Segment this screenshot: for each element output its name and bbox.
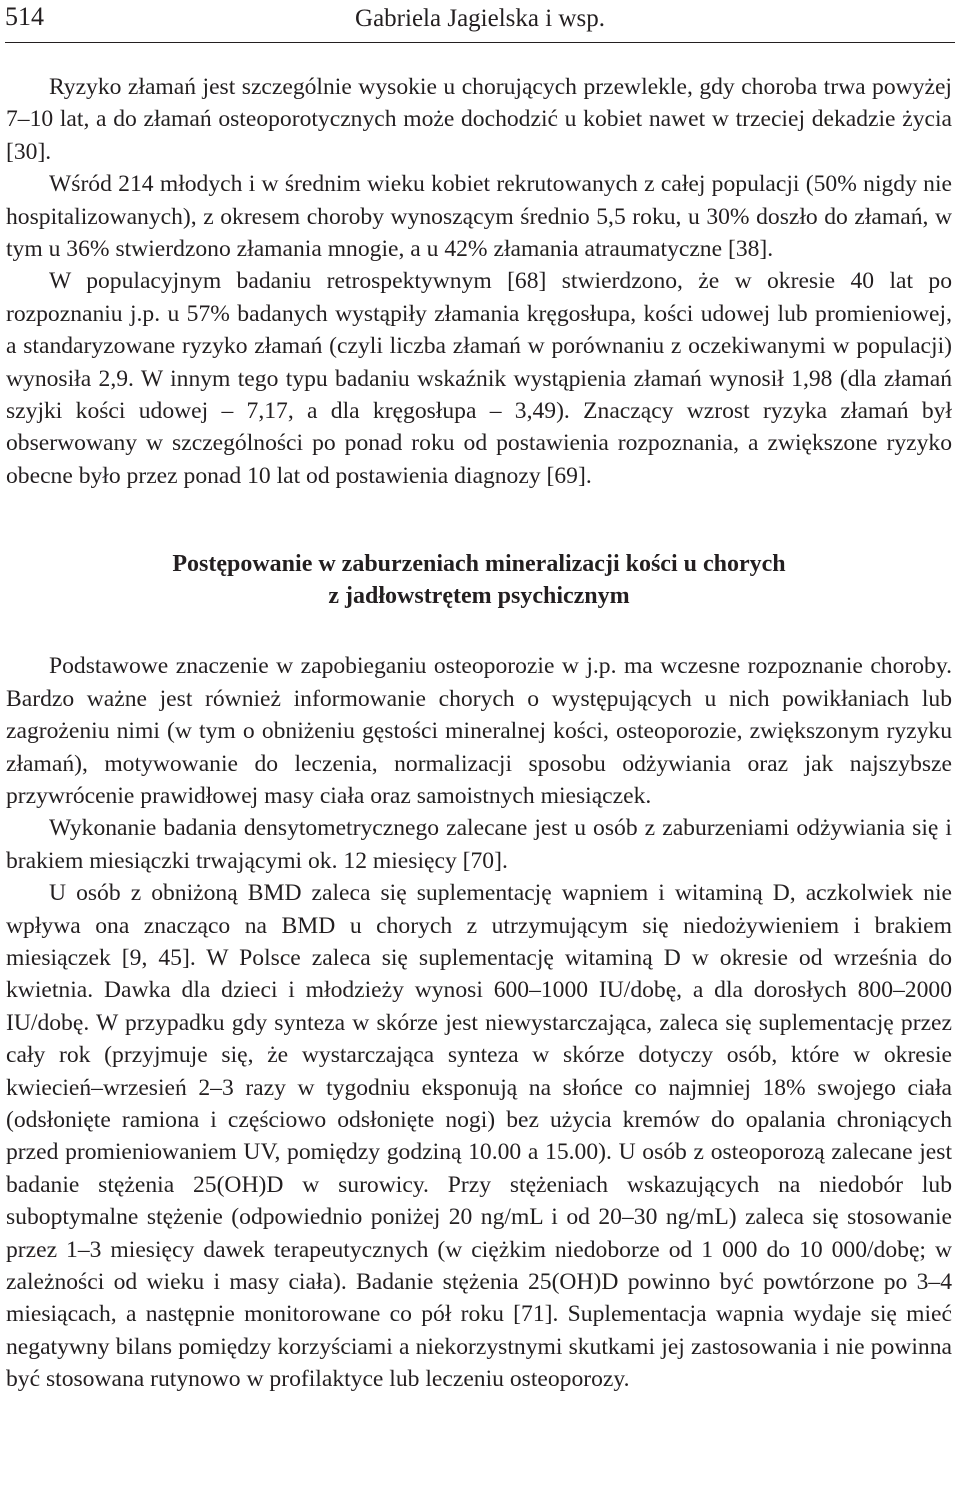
paragraph: Podstawowe znaczenie w zapobieganiu osteoporozie w j.p. ma wczesne rozpoznanie choroby. Bardzo ważne jest również informowanie chorych o występujących u nich powikłaniach lub zagrożeniu nimi (w tym o obniżeniu gęstości mineralnej kości, osteoporozie, zwiększonym ryzyku złamań), motywowanie do leczenia, normalizacji sposobu odżywiania oraz jak najszybsze przywrócenie prawidłowej masy ciała oraz samoistnych miesiączek. bbox=[6, 653, 952, 809]
section-fracture-risk bbox=[6, 71, 952, 492]
page-body bbox=[6, 71, 952, 1396]
running-head: Gabriela Jagielska i wsp. bbox=[355, 5, 605, 32]
section-heading-line-2: z jadłowstrętem psychicznym bbox=[328, 583, 630, 610]
section-heading bbox=[6, 548, 952, 612]
paragraph: Wśród 214 młodych i w średnim wieku kobiet rekrutowanych z całej populacji (50% nigdy nie hospitalizowanych), z okresem choroby wynoszącym średnio 5,5 roku, u 30% doszło do złamań, w tym u 36% stwierdzono złamania mnogie, a u 42% złamania atraumatyczne [38]. bbox=[6, 171, 952, 263]
page-header bbox=[5, 0, 955, 43]
paragraph: W populacyjnym badaniu retrospektywnym [68] stwierdzono, że w okresie 40 lat po rozpoznaniu j.p. u 57% badanych wystąpiły złamania kręgosłupa, kości udowej lub promieniowej, a standaryzowane ryzyko złamań (czyli liczba złamań w porównaniu z oczekiwanymi w populacji) wynosiła 2,9. W innym tego typu badaniu wskaźnik wystąpienia złamań wynosił 1,98 (dla złamań szyjki kości udowej – 7,17, a dla kręgosłupa – 3,49). Znaczący wzrost ryzyka złamań był obserwowany w szczególności po ponad roku od postawienia rozpoznania, a zwiększone ryzyko obecne było przez ponad 10 lat od postawienia diagnozy [69]. bbox=[6, 268, 952, 489]
paragraph: Ryzyko złamań jest szczególnie wysokie u chorujących przewlekle, gdy choroba trwa powyżej 7–10 lat, a do złamań osteoporotycznych może dochodzić u kobiet nawet w trzeciej dekadzie życia [30]. bbox=[6, 74, 952, 165]
section-heading-line-1: Postępowanie w zaburzeniach mineralizacji kości u chorych bbox=[172, 551, 786, 578]
paragraph: U osób z obniżoną BMD zaleca się suplementację wapniem i witaminą D, aczkolwiek nie wpływa ona znacząco na BMD u chorych z utrzymującym się niedożywieniem i brakiem miesiączek [9, 45]. W Polsce zaleca się suplementację witaminą D w okresie od września do kwietnia. Dawka dla dzieci i młodzieży wynosi 600–1000 IU/dobę, a dla dorosłych 800–2000 IU/dobę. W przypadku gdy synteza w skórze jest niewystarczająca, zaleca się suplementację przez cały rok (przyjmuje się, że wystarczająca synteza w skórze dotyczy osób, które w okresie kwiecień–wrzesień 2–3 razy w tygodniu eksponują na słońce co najmniej 18% swojego ciała (odsłonięte ramiona i częściowo odsłonięte nogi) bez użycia kremów do opalania chroniących przed promieniowaniem UV, pomiędzy godziną 10.00 a 15.00). U osób z osteoporozą zalecane jest badanie stężenia 25(OH)D w surowicy. Przy stężeniach wskazujących na niedobór lub suboptymalne stężenie (odpowiednio poniżej 20 ng/mL i od 20–30 ng/mL) zaleca się stosowanie przez 1–3 miesięcy dawek terapeutycznych (w ciężkim niedoborze od 1 000 do 10 000/dobę; w zależności od wieku i masy ciała). Badanie stężenia 25(OH)D powinno być powtórzone po 3–4 miesiącach, a następnie monitorowane co pół roku [71]. Suplementacja wapnia wydaje się mieć negatywny bilans pomiędzy korzyściami a niekorzystnymi skutkami jej zastosowania i nie powinna być stosowana rutynowo w profilaktyce lub leczeniu osteoporozy. bbox=[6, 880, 952, 1393]
page-number: 514 bbox=[5, 2, 44, 31]
paragraph: Wykonanie badania densytometrycznego zalecane jest u osób z zaburzeniami odżywiania się i brakiem miesiączki trwającymi ok. 12 miesięcy [70]. bbox=[6, 815, 952, 874]
section-management bbox=[6, 650, 952, 1395]
